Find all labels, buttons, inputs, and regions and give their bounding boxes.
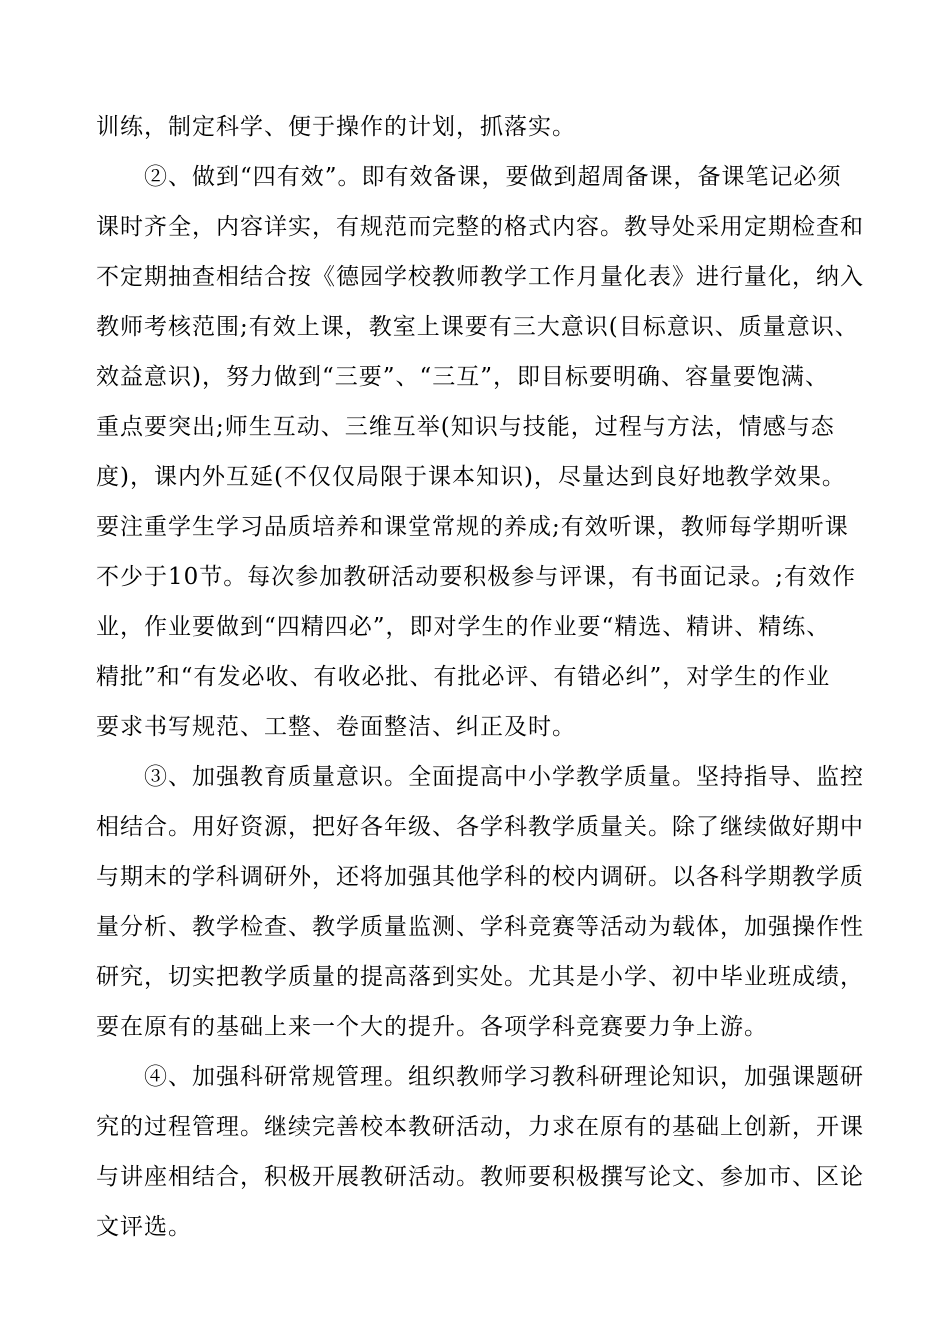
text-line: 与期末的学科调研外，还将加强其他学科的校内调研。以各科学期教学质 [96,864,864,890]
paragraph-4-start: ④、加强科研常规管理。组织教师学习教科研理论知识，加强课题研 [144,1064,864,1090]
paragraph-2-start: ②、做到“四有效”。即有效备课，要做到超周备课，备课笔记必须 [144,164,842,190]
text-line: 重点要突出;师生互动、三维互举(知识与技能，过程与方法，情感与态 [96,414,835,440]
text-line: 业，作业要做到“四精四必”，即对学生的作业要“精选、精讲、精练、 [96,614,831,640]
text-line: 究的过程管理。继续完善校本教研活动，力求在原有的基础上创新，开课 [96,1114,864,1140]
paragraph-3-start: ③、加强教育质量意识。全面提高中小学教学质量。坚持指导、监控 [144,764,864,790]
text-line: 与讲座相结合，积极开展教研活动。教师要积极撰写论文、参加市、区论 [96,1164,864,1190]
text-line: 效益意识)，努力做到“三要”、“三互”，即目标要明确、容量要饱满、 [96,364,830,390]
text-line: 相结合。用好资源，把好各年级、各学科教学质量关。除了继续做好期中 [96,814,864,840]
text-line: 度)，课内外互延(不仅仅局限于课本知识)，尽量达到良好地教学效果。 [96,464,846,490]
text-line: 训练，制定科学、便于操作的计划，抓落实。 [96,114,576,140]
text-line: 要求书写规范、工整、卷面整洁、纠正及时。 [96,714,576,740]
text-line: 不少于10节。每次参加教研活动要积极参与评课，有书面记录。;有效作 [96,564,857,590]
text-line: 精批”和“有发必收、有收必批、有批必评、有错必纠”，对学生的作业 [96,664,831,690]
text-line: 要在原有的基础上来一个大的提升。各项学科竞赛要力争上游。 [96,1014,768,1040]
text-line: 文评选。 [96,1214,192,1240]
text-line: 教师考核范围;有效上课，教室上课要有三大意识(目标意识、质量意识、 [96,314,859,340]
text-line: 不定期抽查相结合按《德园学校教师教学工作月量化表》进行量化，纳入 [96,264,864,290]
text-line: 要注重学生学习品质培养和课堂常规的养成;有效听课，教师每学期听课 [96,514,849,540]
text-line: 研究，切实把教学质量的提高落到实处。尤其是小学、初中毕业班成绩， [96,964,864,990]
text-line: 课时齐全，内容详实，有规范而完整的格式内容。教导处采用定期检查和 [96,214,864,240]
text-line: 量分析、教学检查、教学质量监测、学科竞赛等活动为载体，加强操作性 [96,914,864,940]
